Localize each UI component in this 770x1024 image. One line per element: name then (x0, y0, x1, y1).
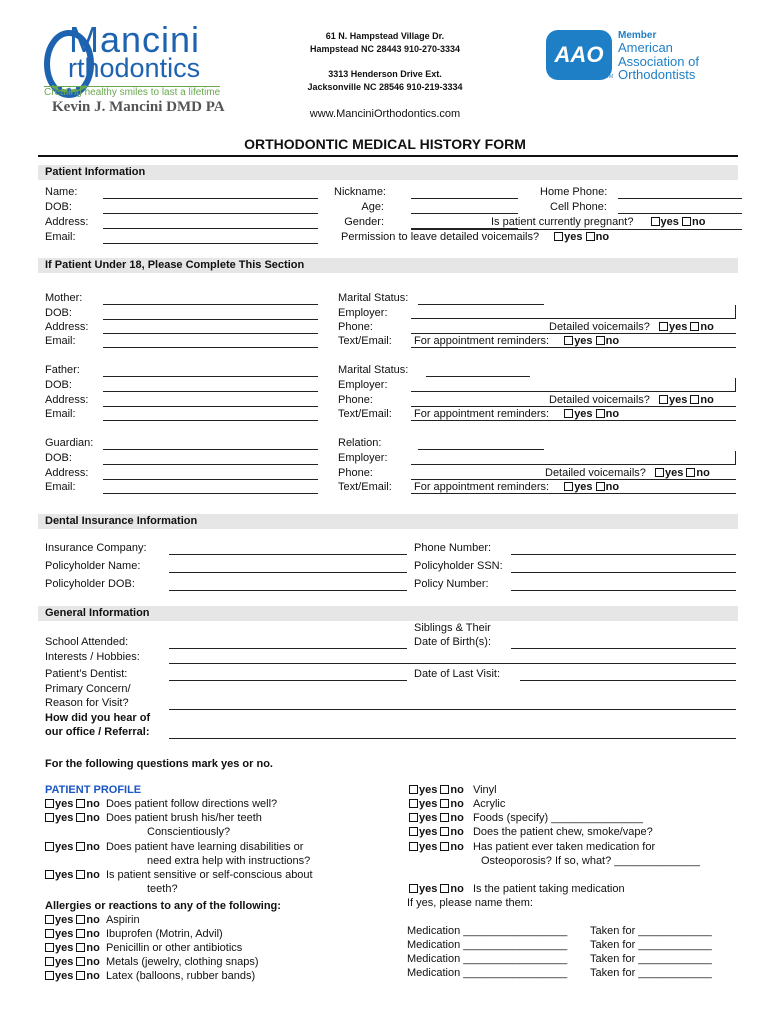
cell-phone-field[interactable] (618, 213, 742, 214)
allergy-vinyl (409, 784, 497, 797)
yes-label: yes (564, 231, 583, 243)
mother-name-field[interactable] (103, 304, 318, 305)
yes-label: yes (55, 970, 74, 982)
dob-field[interactable] (103, 213, 318, 214)
osteoporosis-detail: Osteoporosis? If so, what? ______________ (481, 855, 700, 867)
question-text: Is the patient taking medication (472, 883, 625, 895)
allergy-acrylic (409, 798, 505, 811)
taken-for-field[interactable]: Taken for ____________ (590, 953, 712, 965)
mother-marital-field[interactable] (418, 304, 544, 305)
yes-label: yes (419, 883, 438, 895)
allergy-name: Penicillin or other antibiotics (105, 942, 243, 954)
voicemail-permission-label: Permission to leave detailed voicemails? (341, 231, 540, 243)
allergy-name: Ibuprofen (Motrin, Advil) (105, 928, 223, 940)
father-text-email-field[interactable] (411, 420, 736, 421)
question-text: Does the patient chew, smoke/vape? (472, 826, 653, 838)
patient-profile-heading: PATIENT PROFILE (45, 784, 142, 796)
allergy-yes-checkbox[interactable] (409, 799, 418, 808)
yes-label: yes (419, 812, 438, 824)
guardian-relation-field[interactable] (418, 449, 544, 450)
pregnant-label: Is patient currently pregnant? (491, 216, 634, 228)
yes-label: yes (55, 798, 74, 810)
allergy-no-checkbox[interactable] (76, 971, 85, 980)
home-phone-field[interactable] (618, 198, 742, 199)
medication-instructions: If yes, please name them: (407, 897, 533, 909)
guardian-appt-no-checkbox[interactable] (596, 482, 605, 491)
allergy-yes-checkbox[interactable] (45, 915, 54, 924)
yes-label: yes (55, 956, 74, 968)
no-label: no (86, 869, 100, 881)
no-label: no (86, 914, 100, 926)
guardian-name-field[interactable] (103, 449, 318, 450)
home-phone-label: Home Phone: (540, 186, 608, 198)
detailed-voicemail-label: Detailed voicemails? (549, 394, 650, 406)
yes-label: yes (55, 928, 74, 940)
taken-for-field[interactable]: Taken for ____________ (590, 967, 712, 979)
insurance-company-label: Insurance Company: (45, 542, 147, 554)
yes-label: yes (574, 335, 593, 347)
policyholder-ssn-label: Policyholder SSN: (414, 560, 503, 572)
guardian-dob-label: DOB: (45, 452, 72, 464)
no-label: no (450, 798, 464, 810)
guardian-appt-yes-checkbox[interactable] (564, 482, 573, 491)
school-field[interactable] (169, 648, 407, 649)
osteoporosis-yes-checkbox[interactable] (409, 842, 418, 851)
pregnant-row-line (411, 229, 742, 230)
yes-label: yes (419, 826, 438, 838)
yes-label: yes (660, 216, 679, 228)
address-line: Jacksonville NC 28546 910-219-3334 (307, 82, 463, 92)
mother-label: Mother: (45, 292, 83, 304)
father-employer-label: Employer: (338, 379, 388, 391)
voicemail-no-checkbox[interactable] (586, 232, 595, 241)
guardian-phone-field[interactable] (411, 479, 736, 480)
self-conscious-no-checkbox[interactable] (76, 870, 85, 879)
yes-label: yes (419, 841, 438, 853)
question-chew-smoke (409, 826, 653, 839)
no-label: no (450, 826, 464, 838)
no-label: no (86, 942, 100, 954)
guardian-text-email-field[interactable] (411, 493, 736, 494)
learning-no-checkbox[interactable] (76, 842, 85, 851)
email-label: Email: (45, 231, 76, 243)
chew-smoke-no-checkbox[interactable] (440, 827, 449, 836)
osteoporosis-no-checkbox[interactable] (440, 842, 449, 851)
pregnant-no-checkbox[interactable] (682, 217, 691, 226)
allergy-latex (45, 970, 255, 983)
detailed-voicemail-label: Detailed voicemails? (549, 321, 650, 333)
siblings-label-line2: Date of Birth(s): (414, 636, 492, 648)
address-line: 61 N. Hampstead Village Dr. (325, 31, 445, 41)
no-label: no (86, 798, 100, 810)
no-label: no (450, 812, 464, 824)
gender-label: Gender: (344, 216, 384, 228)
question-text: Does patient brush his/her teeth (105, 812, 262, 824)
section-patient-information: Patient Information (38, 165, 738, 180)
dob-label: DOB: (45, 201, 72, 213)
detailed-voicemail-label: Detailed voicemails? (545, 467, 646, 479)
allergy-metals (45, 956, 259, 969)
section-dental-insurance: Dental Insurance Information (38, 514, 738, 529)
title-divider (38, 155, 738, 157)
policy-number-label: Policy Number: (414, 578, 489, 590)
yes-label: yes (55, 914, 74, 926)
allergy-no-checkbox[interactable] (440, 785, 449, 794)
last-visit-label: Date of Last Visit: (414, 668, 501, 680)
guardian-email-label: Email: (45, 481, 76, 493)
mother-marital-label: Marital Status: (338, 292, 409, 304)
father-employer-edge (735, 378, 736, 392)
nickname-label: Nickname: (334, 186, 386, 198)
question-text: Has patient ever taken medication for (472, 841, 656, 853)
allergies-heading: Allergies or reactions to any of the following: (45, 900, 281, 912)
question-text-line2: teeth? (147, 883, 178, 895)
mother-phone-label: Phone: (338, 321, 373, 333)
no-label: no (450, 883, 464, 895)
address-field[interactable] (103, 228, 318, 229)
father-text-email-label: Text/Email: (338, 408, 392, 420)
no-label: no (86, 812, 100, 824)
yes-label: yes (574, 408, 593, 420)
no-label: no (450, 841, 464, 853)
form-title: ORTHODONTIC MEDICAL HISTORY FORM (244, 136, 526, 152)
dentist-label: Patient’s Dentist: (45, 668, 128, 680)
question-taking-medication (409, 883, 625, 896)
nickname-field[interactable] (411, 198, 518, 199)
father-address-field[interactable] (103, 406, 318, 407)
yes-label: yes (664, 467, 684, 479)
concern-field[interactable] (169, 709, 736, 710)
no-label: no (700, 321, 714, 333)
appointment-reminder-label: For appointment reminders: (414, 481, 550, 493)
name-field[interactable] (103, 198, 318, 199)
logo-tagline: Creating healthy smiles to last a lifetime (44, 87, 221, 98)
father-name-field[interactable] (103, 376, 318, 377)
school-label: School Attended: (45, 636, 129, 648)
allergy-no-checkbox[interactable] (76, 957, 85, 966)
siblings-field[interactable] (511, 648, 736, 649)
learning-yes-checkbox[interactable] (45, 842, 54, 851)
referral-label-line2: our office / Referral: (45, 726, 150, 738)
no-label: no (86, 956, 100, 968)
medication-no-checkbox[interactable] (440, 884, 449, 893)
mother-address-label: Address: (45, 321, 89, 333)
logo-word-mancini: Mancini (69, 19, 201, 60)
mother-employer-label: Employer: (338, 307, 388, 319)
allergy-no-checkbox[interactable] (76, 943, 85, 952)
policyholder-dob-field[interactable] (169, 590, 407, 591)
mother-phone-field[interactable] (411, 333, 736, 334)
aao-member-label: Member (618, 30, 657, 41)
policyholder-name-field[interactable] (169, 572, 407, 573)
allergy-yes-checkbox[interactable] (409, 813, 418, 822)
allergy-yes-checkbox[interactable] (45, 971, 54, 980)
doctor-name: Kevin J. Mancini DMD PA (52, 99, 225, 115)
brush-teeth-no-checkbox[interactable] (76, 813, 85, 822)
medication-field[interactable]: Medication _________________ (407, 939, 568, 951)
appointment-reminder-label: For appointment reminders: (414, 335, 550, 347)
guardian-phone-label: Phone: (338, 467, 373, 479)
aao-name-line: Association of (618, 54, 699, 69)
voicemail-permission-question (341, 231, 609, 244)
allergy-no-checkbox[interactable] (440, 799, 449, 808)
question-text-line2: Conscientiously? (147, 826, 231, 838)
question-text-line2: need extra help with instructions? (147, 855, 311, 867)
allergy-foods (409, 812, 643, 825)
yes-label: yes (55, 942, 74, 954)
allergy-yes-checkbox[interactable] (45, 957, 54, 966)
follow-directions-no-checkbox[interactable] (76, 799, 85, 808)
self-conscious-yes-checkbox[interactable] (45, 870, 54, 879)
allergy-name: Aspirin (105, 914, 140, 926)
medication-field[interactable]: Medication _________________ (407, 953, 568, 965)
guardian-address-field[interactable] (103, 479, 318, 480)
policy-number-field[interactable] (511, 590, 736, 591)
question-self-conscious (45, 869, 313, 882)
mother-employer-field[interactable] (411, 318, 736, 319)
insurance-company-field[interactable] (169, 554, 407, 555)
section-general-information: General Information (38, 606, 738, 621)
section-under-18: If Patient Under 18, Please Complete This Section (38, 258, 738, 273)
pregnant-question (491, 216, 705, 229)
guardian-employer-label: Employer: (338, 452, 388, 464)
aao-name-line: Orthodontists (618, 67, 696, 82)
age-field[interactable] (411, 213, 518, 214)
follow-directions-yes-checkbox[interactable] (45, 799, 54, 808)
allergy-yes-checkbox[interactable] (409, 785, 418, 794)
father-phone-field[interactable] (411, 406, 736, 407)
allergy-name: Metals (jewelry, clothing snaps) (105, 956, 259, 968)
mother-address-field[interactable] (103, 333, 318, 334)
question-learning-disabilities (45, 841, 303, 854)
mother-dob-field[interactable] (103, 319, 318, 320)
no-label: no (450, 784, 464, 796)
policyholder-ssn-field[interactable] (511, 572, 736, 573)
mother-email-label: Email: (45, 335, 76, 347)
question-follow-directions (45, 798, 277, 811)
no-label: no (605, 335, 620, 347)
father-appt-yes-checkbox[interactable] (564, 409, 573, 418)
medication-field[interactable]: Medication _________________ (407, 967, 568, 979)
allergy-penicillin (45, 942, 242, 955)
name-label: Name: (45, 186, 78, 198)
allergy-ibuprofen (45, 928, 223, 941)
brush-teeth-yes-checkbox[interactable] (45, 813, 54, 822)
referral-field[interactable] (169, 738, 736, 739)
address-label: Address: (45, 216, 89, 228)
mother-text-email-label: Text/Email: (338, 335, 392, 347)
mother-appt-no-checkbox[interactable] (596, 336, 605, 345)
no-label: no (595, 231, 610, 243)
no-label: no (700, 394, 714, 406)
no-label: no (605, 481, 620, 493)
father-dob-field[interactable] (103, 391, 318, 392)
guardian-dob-field[interactable] (103, 464, 318, 465)
guardian-label: Guardian: (45, 437, 94, 449)
guardian-address-label: Address: (45, 467, 89, 479)
dentist-field[interactable] (169, 680, 407, 681)
guardian-email-field[interactable] (103, 493, 318, 494)
father-email-field[interactable] (103, 420, 318, 421)
question-text: Does patient have learning disabilities or (105, 841, 304, 853)
aao-badge-icon: AAO (546, 30, 612, 80)
concern-label-line2: Reason for Visit? (45, 697, 129, 709)
allergy-name: Foods (specify) _______________ (472, 812, 643, 824)
concern-label: Primary Concern/ (45, 683, 131, 695)
no-label: no (86, 928, 100, 940)
no-label: no (86, 841, 100, 853)
father-address-label: Address: (45, 394, 89, 406)
referral-label: How did you hear of (45, 712, 151, 724)
last-visit-field[interactable] (520, 680, 736, 681)
allergy-no-checkbox[interactable] (76, 929, 85, 938)
policyholder-name-label: Policyholder Name: (45, 560, 141, 572)
yes-label: yes (574, 481, 593, 493)
pregnant-yes-checkbox[interactable] (651, 217, 660, 226)
yes-label: yes (55, 869, 74, 881)
appointment-reminder-label: For appointment reminders: (414, 408, 550, 420)
medication-field[interactable]: Medication _________________ (407, 925, 568, 937)
yes-label: yes (419, 784, 438, 796)
no-label: no (696, 467, 710, 479)
aao-name-line: American (618, 40, 673, 55)
allergy-name: Latex (balloons, rubber bands) (105, 970, 256, 982)
question-text: Is patient sensitive or self-conscious about (105, 869, 313, 881)
father-vm-yes-checkbox[interactable] (659, 395, 668, 404)
taken-for-field[interactable]: Taken for ____________ (590, 939, 712, 951)
father-vm-no-checkbox[interactable] (690, 395, 699, 404)
taken-for-field[interactable]: Taken for ____________ (590, 925, 712, 937)
aao-trademark: TM (606, 74, 614, 80)
allergy-name: Vinyl (472, 784, 497, 796)
office-address-hampstead (296, 30, 474, 56)
question-osteoporosis (409, 841, 655, 854)
mother-vm-no-checkbox[interactable] (690, 322, 699, 331)
guardian-vm-no-checkbox[interactable] (686, 468, 695, 477)
yes-label: yes (668, 321, 688, 333)
father-appt-no-checkbox[interactable] (596, 409, 605, 418)
yes-label: yes (55, 841, 74, 853)
guardian-employer-field[interactable] (411, 464, 736, 465)
office-address-jacksonville (296, 68, 474, 94)
mother-email-field[interactable] (103, 347, 318, 348)
yes-label: yes (55, 812, 74, 824)
address-line: Hampstead NC 28443 910-270-3334 (309, 44, 461, 54)
allergy-yes-checkbox[interactable] (45, 943, 54, 952)
guardian-vm-yes-checkbox[interactable] (655, 468, 664, 477)
question-brush-teeth (45, 812, 262, 825)
no-label: no (605, 408, 620, 420)
father-marital-label: Marital Status: (338, 364, 409, 376)
father-dob-label: DOB: (45, 379, 72, 391)
allergy-yes-checkbox[interactable] (45, 929, 54, 938)
yes-label: yes (668, 394, 688, 406)
allergy-no-checkbox[interactable] (440, 813, 449, 822)
allergy-no-checkbox[interactable] (76, 915, 85, 924)
question-text: Does patient follow directions well? (105, 798, 278, 810)
mother-text-email-field[interactable] (411, 347, 736, 348)
mother-appt-yes-checkbox[interactable] (564, 336, 573, 345)
medication-yes-checkbox[interactable] (409, 884, 418, 893)
website-link[interactable]: www.ManciniOrthodontics.com (309, 108, 461, 120)
father-email-label: Email: (45, 408, 76, 420)
father-label: Father: (45, 364, 80, 376)
guardian-employer-edge (735, 451, 736, 465)
father-employer-field[interactable] (411, 391, 736, 392)
insurance-phone-field[interactable] (511, 554, 736, 555)
policyholder-dob-label: Policyholder DOB: (45, 578, 135, 590)
guardian-relation-label: Relation: (338, 437, 382, 449)
allergy-name: Acrylic (472, 798, 506, 810)
age-label: Age: (361, 201, 384, 213)
no-label: no (86, 970, 100, 982)
interests-field[interactable] (169, 663, 736, 664)
address-line: 3313 Henderson Drive Ext. (328, 69, 442, 79)
mother-dob-label: DOB: (45, 307, 72, 319)
guardian-text-email-label: Text/Email: (338, 481, 392, 493)
email-field[interactable] (103, 243, 318, 244)
father-phone-label: Phone: (338, 394, 373, 406)
cell-phone-label: Cell Phone: (550, 201, 607, 213)
no-label: no (691, 216, 706, 228)
yes-label: yes (419, 798, 438, 810)
voicemail-yes-checkbox[interactable] (554, 232, 563, 241)
father-marital-field[interactable] (426, 376, 530, 377)
questions-intro: For the following questions mark yes or no. (45, 758, 273, 770)
insurance-phone-label: Phone Number: (414, 542, 492, 554)
allergy-aspirin (45, 914, 140, 927)
mother-employer-edge (735, 305, 736, 319)
mother-vm-yes-checkbox[interactable] (659, 322, 668, 331)
logo-word-orthodontics: rthodontics (68, 53, 201, 83)
chew-smoke-yes-checkbox[interactable] (409, 827, 418, 836)
siblings-label: Siblings & Their (414, 622, 491, 634)
interests-label: Interests / Hobbies: (45, 651, 140, 663)
